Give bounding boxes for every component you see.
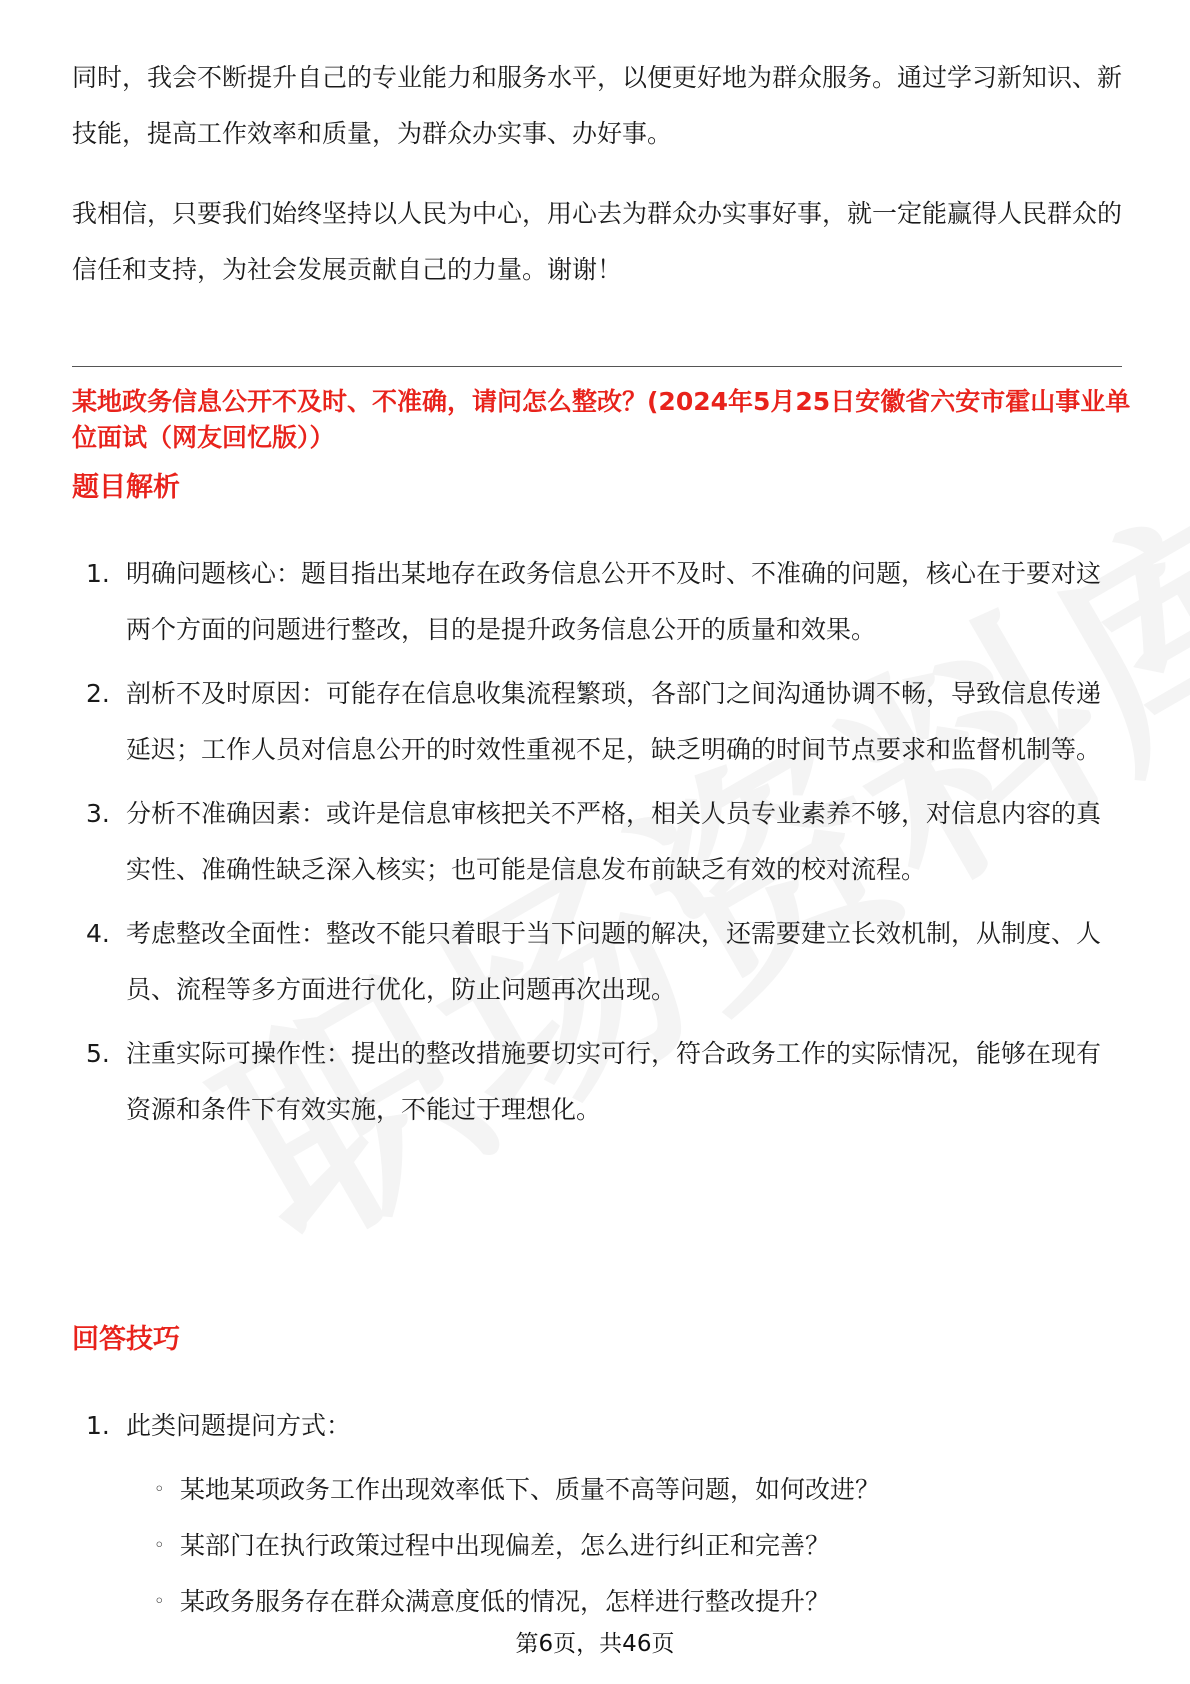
intro-paragraph-1: 同时，我会不断提升自己的专业能力和服务水平，以便更好地为群众服务。通过学习新知识、新技能，提高工作效率和质量，为群众办实事、办好事。 xyxy=(72,63,1123,148)
question-title: 某地政务信息公开不及时、不准确，请问怎么整改？(2024年5月25日安徽省六安市霍山事业单位面试（网友回忆版）） xyxy=(72,387,1131,452)
sub-list-item xyxy=(72,1462,1122,1518)
sub-list-item xyxy=(72,1518,1122,1574)
section-divider xyxy=(72,366,1122,367)
bullet-icon: ◦ xyxy=(154,1591,165,1612)
bullet-icon: ◦ xyxy=(154,1535,165,1556)
list-number: 4. xyxy=(86,919,110,948)
list-text: 分析不准确因素：或许是信息审核把关不严格，相关人员专业素养不够，对信息内容的真实性、准确性缺乏深入核实；也可能是信息发布前缺乏有效的校对流程。 xyxy=(126,799,1102,884)
list-item xyxy=(72,786,1122,898)
list-number: 1. xyxy=(86,559,110,588)
list-number: 2. xyxy=(86,679,110,708)
list-number: 1. xyxy=(86,1411,110,1440)
list-item xyxy=(72,666,1122,778)
list-item xyxy=(72,906,1122,1018)
list-text: 明确问题核心：题目指出某地存在政务信息公开不及时、不准确的问题，核心在于要对这两个方面的问题进行整改，目的是提升政务信息公开的质量和效果。 xyxy=(126,559,1102,644)
tips-heading: 回答技巧 xyxy=(72,1324,180,1355)
tips-sub-list xyxy=(72,1462,1122,1630)
tips-list xyxy=(72,1398,1122,1462)
list-text: 此类问题提问方式： xyxy=(126,1411,352,1440)
sub-list-text: 某部门在执行政策过程中出现偏差，怎么进行纠正和完善？ xyxy=(180,1531,831,1560)
sub-list-text: 某政务服务存在群众满意度低的情况，怎样进行整改提升？ xyxy=(180,1587,831,1616)
analysis-list xyxy=(72,546,1122,1146)
analysis-heading: 题目解析 xyxy=(72,472,180,503)
list-number: 3. xyxy=(86,799,110,828)
list-text: 考虑整改全面性：整改不能只着眼于当下问题的解决，还需要建立长效机制，从制度、人员、流程等多方面进行优化，防止问题再次出现。 xyxy=(126,919,1102,1004)
list-item xyxy=(72,546,1122,658)
intro-paragraph-2: 我相信，只要我们始终坚持以人民为中心，用心去为群众办实事好事，就一定能赢得人民群众的信任和支持，为社会发展贡献自己的力量。谢谢！ xyxy=(72,199,1123,284)
sub-list-item xyxy=(72,1574,1122,1630)
list-text: 注重实际可操作性：提出的整改措施要切实可行，符合政务工作的实际情况，能够在现有资源和条件下有效实施，不能过于理想化。 xyxy=(126,1039,1102,1124)
sub-list-text: 某地某项政务工作出现效率低下、质量不高等问题，如何改进？ xyxy=(180,1475,881,1504)
list-number: 5. xyxy=(86,1039,110,1068)
page-footer: 第6页，共46页 xyxy=(515,1631,675,1657)
list-item xyxy=(72,1398,1122,1454)
list-item xyxy=(72,1026,1122,1138)
list-text: 剖析不及时原因：可能存在信息收集流程繁琐，各部门之间沟通协调不畅，导致信息传递延迟；工作人员对信息公开的时效性重视不足，缺乏明确的时间节点要求和监督机制等。 xyxy=(126,679,1102,764)
bullet-icon: ◦ xyxy=(154,1479,165,1500)
